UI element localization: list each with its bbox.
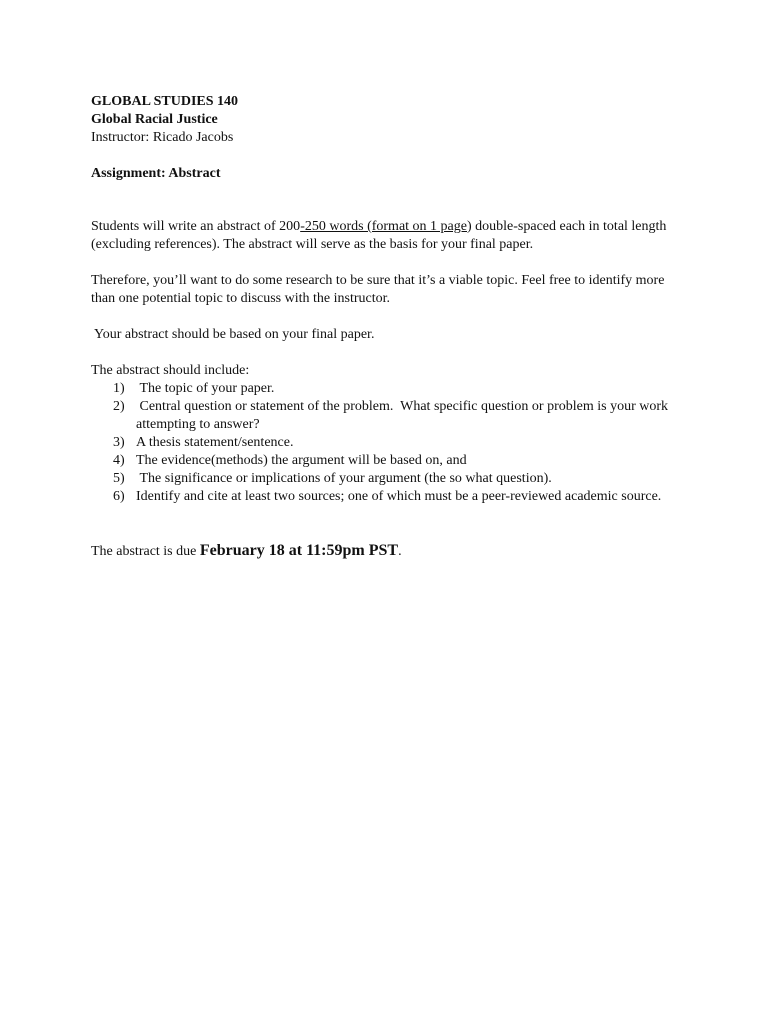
list-item-text: Central question or statement of the problem. What specific question or problem is your work attempting to answer?	[136, 399, 672, 432]
list-item	[91, 434, 691, 452]
due-suffix: .	[398, 544, 402, 559]
list-item-text: The topic of your paper.	[136, 381, 275, 396]
list-item	[91, 452, 691, 470]
list-item-text: The evidence(methods) the argument will be based on, and	[136, 453, 467, 468]
list-number: 4)	[113, 453, 125, 468]
assignment-title: Assignment: Abstract	[91, 166, 221, 181]
list-item	[91, 488, 691, 506]
basis-paragraph: Your abstract should be based on your final paper.	[91, 327, 375, 342]
document-page	[91, 93, 691, 561]
intro-text-start: Students will write an abstract of 200	[91, 219, 301, 234]
list-number: 3)	[113, 435, 125, 450]
list-item	[91, 470, 691, 488]
list-item-text: The significance or implications of your argument (the so what question).	[136, 471, 552, 486]
due-date-line	[91, 542, 691, 561]
list-number: 1)	[113, 381, 125, 396]
word-count-underlined: -250 words (format on 1 page	[300, 219, 467, 234]
instructor-line: Instructor: Ricado Jacobs	[91, 130, 234, 145]
course-title: Global Racial Justice	[91, 112, 218, 127]
list-number: 2)	[113, 399, 125, 414]
course-code: GLOBAL STUDIES 140	[91, 94, 239, 109]
list-item	[91, 398, 691, 434]
list-number: 5)	[113, 471, 125, 486]
list-number: 6)	[113, 489, 125, 504]
intro-paragraph	[91, 218, 691, 254]
list-item	[91, 380, 691, 398]
research-paragraph: Therefore, you’ll want to do some research to be sure that it’s a viable topic. Feel free to identify more than one potential topic to discuss with the instructor.	[91, 273, 665, 306]
requirements-list	[91, 380, 691, 506]
list-item-text: Identify and cite at least two sources; one of which must be a peer-reviewed academic source.	[136, 489, 662, 504]
due-date: February 18 at 11:59pm PST	[199, 542, 399, 559]
list-intro: The abstract should include:	[91, 363, 250, 378]
list-item-text: A thesis statement/sentence.	[136, 435, 294, 450]
intro-text-end: ) double-spaced each in total length (excluding references). The abstract will serve as the basis for your final paper.	[91, 219, 667, 252]
due-prefix: The abstract is due	[91, 544, 200, 559]
